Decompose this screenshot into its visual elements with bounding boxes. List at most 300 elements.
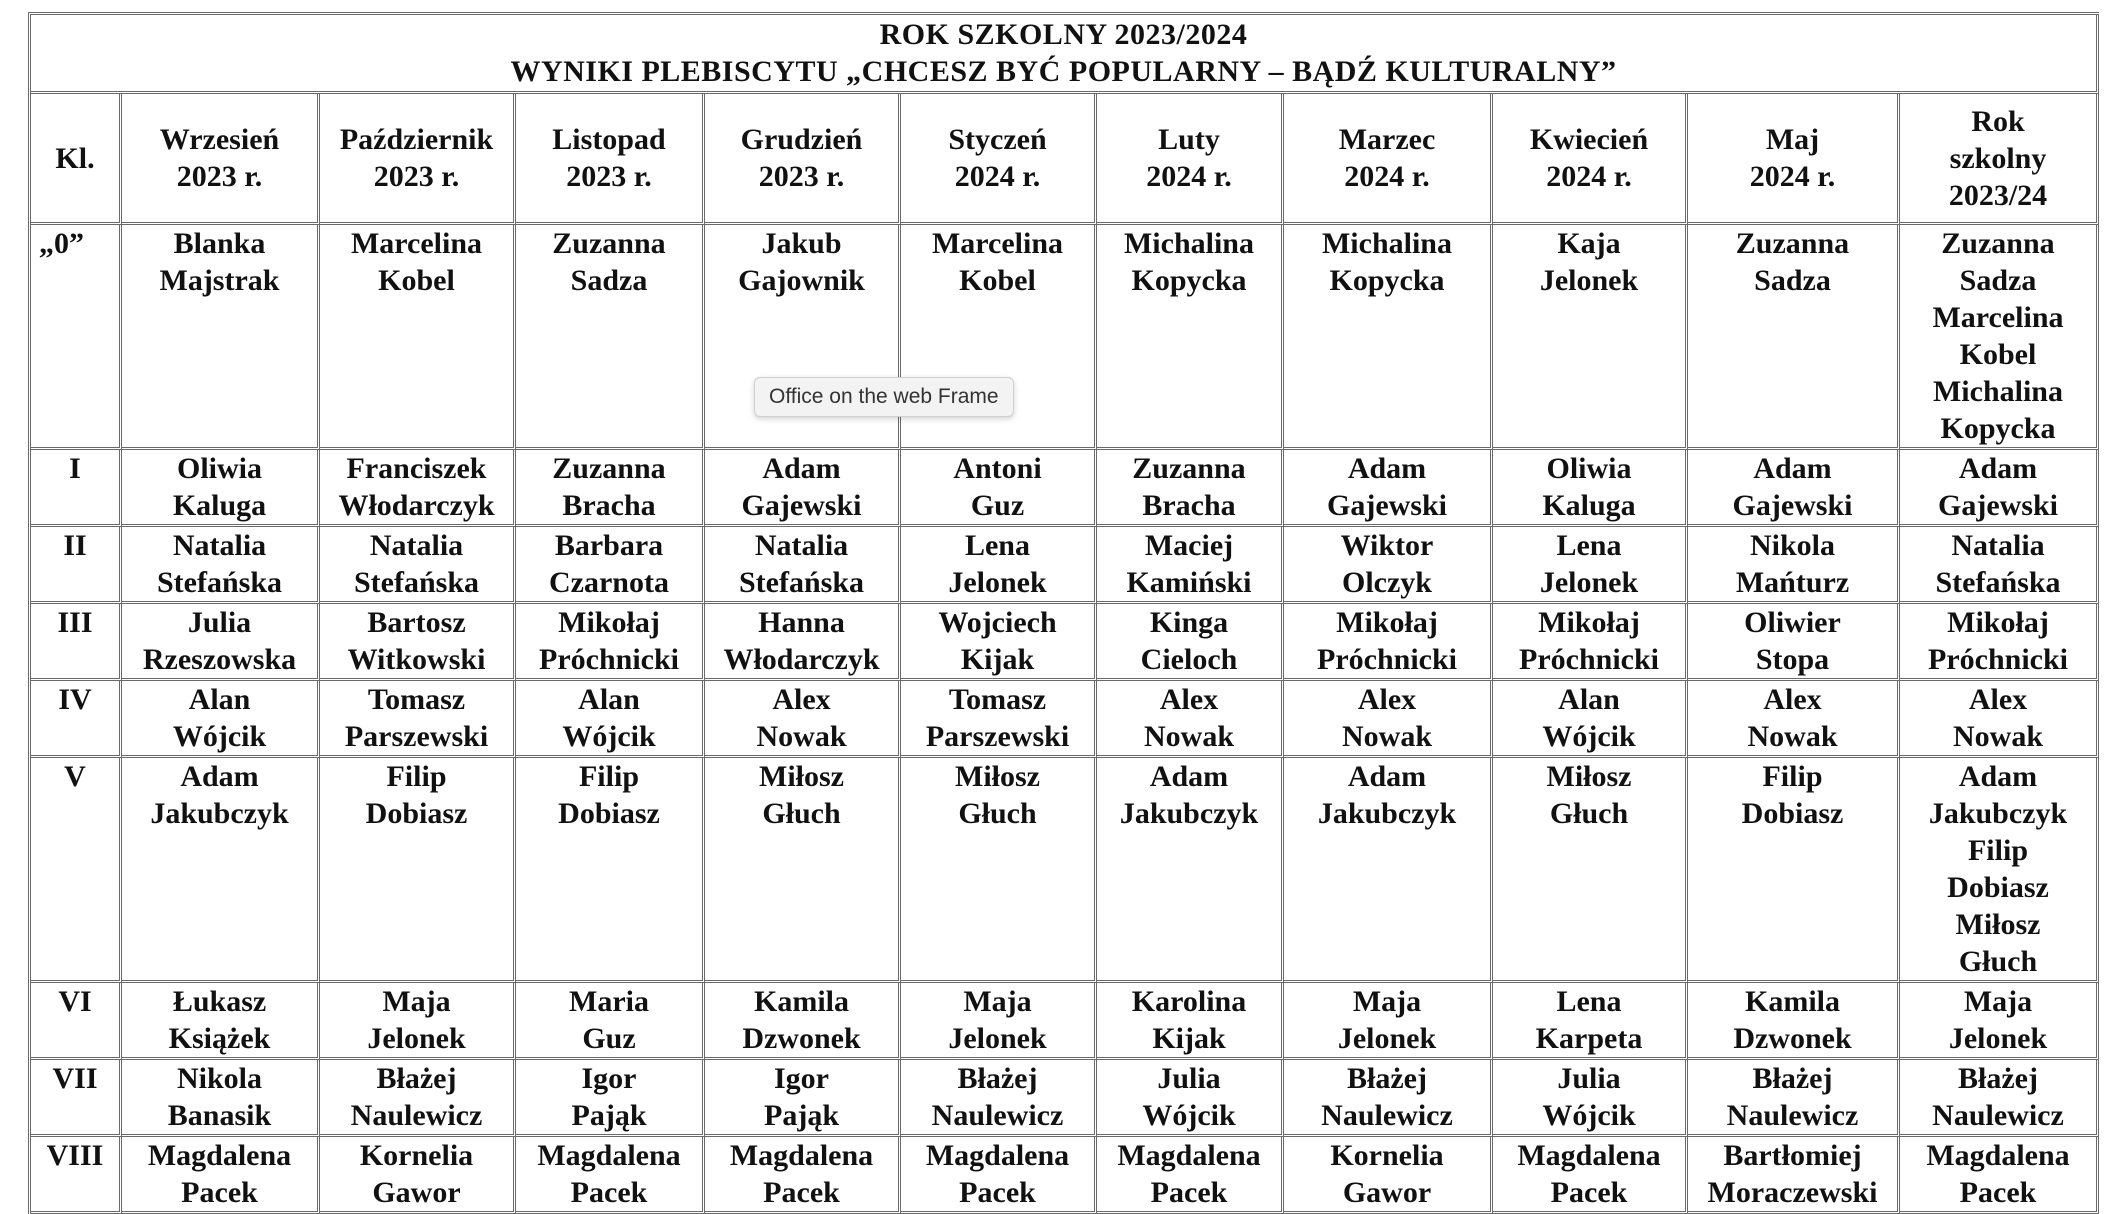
winner-name-part: Kobel	[378, 264, 455, 297]
winner-name-part: Filip	[578, 760, 639, 793]
class-cell	[31, 527, 122, 604]
winner-name-part: Lena	[1556, 985, 1622, 1018]
winner-name-part: Zuzanna	[1735, 227, 1850, 260]
winner-cell	[901, 450, 1097, 527]
winner-cell	[122, 983, 320, 1060]
winner-name-part: Miłosz	[1955, 908, 2041, 941]
winner-name-part: Dobiasz	[558, 797, 660, 830]
winner-cell	[516, 527, 705, 604]
winner-name-part: Marcelina	[1932, 301, 2064, 334]
winner-cell	[516, 1137, 705, 1214]
winner-name-part: Alex	[772, 683, 831, 716]
class-label: VII	[52, 1062, 98, 1095]
winner-name-part: Karpeta	[1535, 1022, 1643, 1055]
winner-name-part: Maria	[569, 985, 649, 1018]
winner-cell	[705, 1137, 901, 1214]
table-row-class-iv	[31, 681, 2099, 758]
winner-name-part: Magdalena	[1517, 1139, 1661, 1172]
column-header-rok-szkolny-2023-24	[1900, 94, 2099, 225]
column-header-text: szkolny	[1949, 141, 2047, 175]
winner-name-part: Marcelina	[350, 227, 483, 260]
winner-cell	[1900, 450, 2099, 527]
column-header-text: Kwiecień	[1529, 123, 1649, 156]
winner-name-part: Barbara	[554, 529, 664, 562]
column-header-text: Październik	[339, 123, 494, 156]
winner-cell	[122, 1060, 320, 1137]
winner-cell	[1284, 604, 1493, 681]
winner-name-part: Pacek	[763, 1176, 840, 1209]
winner-name-part: Włodarczyk	[723, 643, 880, 676]
winner-name-part: Bracha	[1142, 489, 1236, 522]
winner-cell	[122, 450, 320, 527]
winner-cell	[1493, 527, 1688, 604]
winner-cell	[705, 604, 901, 681]
winner-name-part: Pacek	[959, 1176, 1036, 1209]
winner-name-part: Wójcik	[562, 720, 656, 753]
winner-cell	[516, 758, 705, 983]
winner-cell	[1097, 758, 1284, 983]
column-header-kwiecien-2024-r	[1493, 94, 1688, 225]
winner-name-part: Bartosz	[367, 606, 466, 639]
winner-cell	[901, 983, 1097, 1060]
winner-name-part: Miłosz	[759, 760, 844, 793]
table-body	[31, 225, 2099, 1214]
winner-cell	[320, 1060, 516, 1137]
winner-name-part: Tomasz	[948, 683, 1047, 716]
winner-cell	[1900, 604, 2099, 681]
winner-cell	[1097, 604, 1284, 681]
winner-name-part: Antoni	[953, 452, 1042, 485]
winner-name-part: Natalia	[172, 529, 267, 562]
winner-cell	[320, 1137, 516, 1214]
winner-name-part: Zuzanna	[1132, 452, 1246, 485]
winner-name-part: Karolina	[1131, 985, 1247, 1018]
winner-cell	[1688, 1060, 1900, 1137]
winner-name-part: Dzwonek	[742, 1022, 861, 1055]
winner-name-part: Jelonek	[1539, 264, 1639, 297]
winner-name-part: Kijak	[1152, 1022, 1226, 1055]
winner-name-part: Julia	[187, 606, 252, 639]
winner-cell	[1493, 450, 1688, 527]
winner-cell	[122, 604, 320, 681]
winner-name-part: Kamiński	[1126, 566, 1252, 599]
class-cell	[31, 1060, 122, 1137]
winner-name-part: Pająk	[764, 1099, 839, 1132]
winner-name-part: Filip	[1967, 834, 2028, 867]
winner-name-part: Jelonek	[1948, 1022, 2048, 1055]
winner-name-part: Stopa	[1755, 643, 1830, 676]
winner-name-part: Próchnicki	[1519, 643, 1659, 676]
winner-name-part: Zuzanna	[552, 452, 666, 485]
winner-cell	[705, 1060, 901, 1137]
winner-cell	[1900, 1137, 2099, 1214]
title-line-2: WYNIKI PLEBISCYTU „CHCESZ BYĆ POPULARNY – BĄDŹ KULTURALNY”	[510, 55, 1617, 88]
class-label: VIII	[46, 1139, 104, 1172]
winner-name-part: Parszewski	[925, 720, 1070, 753]
winner-name-part: Julia	[1157, 1062, 1221, 1095]
winner-cell	[1493, 681, 1688, 758]
winner-cell	[320, 604, 516, 681]
column-header-text: 2023 r.	[176, 160, 263, 193]
class-label: I	[69, 452, 81, 485]
winner-name-part: Głuch	[1958, 945, 2038, 978]
winner-cell	[901, 604, 1097, 681]
column-header-text: 2024 r.	[1344, 160, 1430, 193]
winner-name-part: Nikola	[1749, 529, 1836, 562]
column-header-maj-2024-r	[1688, 94, 1900, 225]
winner-name-part: Wójcik	[1542, 720, 1636, 753]
winner-name-part: Kopycka	[1329, 264, 1445, 297]
winner-name-part: Gajownik	[738, 264, 865, 297]
winner-name-part: Hanna	[758, 606, 845, 639]
winner-name-part: Natalia	[369, 529, 464, 562]
winner-name-part: Stefańska	[353, 566, 480, 599]
winner-cell	[1900, 527, 2099, 604]
winner-name-part: Pacek	[1550, 1176, 1628, 1209]
winner-name-part: Moraczewski	[1707, 1176, 1878, 1209]
winner-cell	[1284, 1060, 1493, 1137]
column-header-text: 2023 r.	[758, 160, 845, 193]
winner-cell	[1097, 681, 1284, 758]
winner-name-part: Jakubczyk	[1317, 797, 1457, 830]
winner-name-part: Gajewski	[741, 489, 862, 522]
winner-name-part: Franciszek	[346, 452, 487, 485]
winner-name-part: Próchnicki	[1928, 643, 2068, 676]
winner-name-part: Majstrak	[159, 264, 280, 297]
winner-name-part: Zuzanna	[552, 227, 666, 260]
winner-cell	[1688, 1137, 1900, 1214]
column-header-text: 2023/24	[1948, 178, 2048, 212]
column-header-text: 2024 r.	[1146, 160, 1232, 193]
column-header-kl	[31, 94, 122, 225]
winner-name-part: Lena	[964, 529, 1030, 562]
column-header-listopad-2023-r	[516, 94, 705, 225]
winner-cell	[1900, 983, 2099, 1060]
winner-name-part: Jakubczyk	[1928, 797, 2068, 830]
winner-cell	[1688, 604, 1900, 681]
winner-name-part: Pacek	[1150, 1176, 1228, 1209]
table-row-class-i	[31, 450, 2099, 527]
winner-name-part: Włodarczyk	[338, 489, 495, 522]
winner-name-part: Naulewicz	[1932, 1099, 2064, 1132]
winner-name-part: Guz	[970, 489, 1025, 522]
column-header-row	[31, 94, 2099, 225]
winner-cell	[1284, 1137, 1493, 1214]
winner-name-part: Pacek	[181, 1176, 258, 1209]
winner-name-part: Kamila	[1745, 985, 1840, 1018]
winner-cell	[1493, 983, 1688, 1060]
winner-cell	[516, 604, 705, 681]
winner-name-part: Nowak	[1952, 720, 2043, 753]
winner-name-part: Książek	[168, 1022, 271, 1055]
column-header-text: 2023 r.	[373, 160, 460, 193]
winner-name-part: Gawor	[1342, 1176, 1432, 1209]
winner-name-part: Czarnota	[549, 566, 669, 599]
table-row-class-ii	[31, 527, 2099, 604]
winner-name-part: Wójcik	[1142, 1099, 1236, 1132]
column-header-grudzien-2023-r	[705, 94, 901, 225]
winner-name-part: Jakubczyk	[150, 797, 289, 830]
winner-cell	[705, 527, 901, 604]
winner-cell	[1493, 1137, 1688, 1214]
winner-name-part: Michalina	[1321, 227, 1452, 260]
winner-name-part: Naulewicz	[350, 1099, 483, 1132]
winner-cell	[1900, 225, 2099, 450]
winner-name-part: Alan	[1558, 683, 1620, 716]
winner-cell	[1284, 450, 1493, 527]
class-label: IV	[58, 683, 92, 716]
winner-name-part: Magdalena	[1117, 1139, 1261, 1172]
column-header-text: Kl.	[55, 141, 95, 175]
winner-name-part: Mańturz	[1735, 566, 1850, 599]
table-row-class-viii	[31, 1137, 2099, 1214]
winner-name-part: Adam	[1958, 452, 2038, 485]
winner-cell	[1284, 225, 1493, 450]
column-header-text: 2024 r.	[1749, 160, 1836, 193]
column-header-text: Marzec	[1338, 123, 1436, 156]
winner-cell	[122, 527, 320, 604]
plebiscite-results-table	[28, 12, 2099, 1214]
winner-name-part: Adam	[180, 760, 259, 793]
winner-name-part: Pająk	[571, 1099, 647, 1132]
class-cell	[31, 681, 122, 758]
winner-name-part: Marcelina	[931, 227, 1064, 260]
winner-name-part: Naulewicz	[1321, 1099, 1453, 1132]
winner-name-part: Julia	[1557, 1062, 1621, 1095]
winner-cell	[320, 983, 516, 1060]
winner-name-part: Kinga	[1149, 606, 1229, 639]
winner-name-part: Magdalena	[1926, 1139, 2070, 1172]
winner-name-part: Dobiasz	[1741, 797, 1844, 830]
winner-name-part: Lena	[1556, 529, 1622, 562]
winner-name-part: Alex	[1763, 683, 1822, 716]
winner-name-part: Łukasz	[172, 985, 267, 1018]
winner-name-part: Wójcik	[172, 720, 267, 753]
column-header-text: 2023 r.	[566, 160, 652, 193]
winner-name-part: Olczyk	[1342, 566, 1432, 599]
winner-cell	[1900, 681, 2099, 758]
winner-name-part: Parszewski	[344, 720, 489, 753]
column-header-text: Rok	[1971, 104, 2025, 138]
class-cell	[31, 758, 122, 983]
winner-name-part: Alex	[1159, 683, 1219, 716]
class-label: „0”	[39, 227, 84, 260]
winner-name-part: Michalina	[1932, 375, 2063, 408]
winner-cell	[1688, 983, 1900, 1060]
table-row-class-vi	[31, 983, 2099, 1060]
title-line-1: ROK SZKOLNY 2023/2024	[879, 18, 1248, 51]
winner-name-part: Magdalena	[147, 1139, 292, 1172]
winner-name-part: Gawor	[372, 1176, 461, 1209]
winner-cell	[1900, 758, 2099, 983]
winner-cell	[122, 681, 320, 758]
winner-name-part: Kobel	[959, 264, 1036, 297]
column-header-text: Styczeń	[948, 123, 1047, 156]
winner-name-part: Kaja	[1557, 227, 1621, 260]
winner-cell	[705, 983, 901, 1060]
winner-name-part: Dobiasz	[1947, 871, 2049, 904]
column-header-text: Grudzień	[740, 123, 863, 156]
winner-name-part: Jelonek	[948, 1022, 1047, 1055]
winner-name-part: Jelonek	[948, 566, 1047, 599]
winner-name-part: Głuch	[958, 797, 1037, 830]
winner-cell	[1493, 225, 1688, 450]
winner-cell	[1284, 983, 1493, 1060]
winner-name-part: Jelonek	[367, 1022, 466, 1055]
winner-name-part: Adam	[1347, 452, 1427, 485]
office-frame-tooltip: Office on the web Frame	[754, 377, 1014, 417]
winner-name-part: Gajewski	[1732, 489, 1853, 522]
winner-name-part: Jelonek	[1337, 1022, 1437, 1055]
winner-name-part: Adam	[1958, 760, 2038, 793]
winner-name-part: Dobiasz	[365, 797, 468, 830]
winner-name-part: Maja	[1352, 985, 1422, 1018]
winner-name-part: Wojciech	[938, 606, 1057, 639]
winner-name-part: Adam	[1149, 760, 1229, 793]
winner-name-part: Nowak	[1747, 720, 1838, 753]
winner-name-part: Mikołaj	[558, 606, 660, 639]
winner-name-part: Nowak	[1341, 720, 1432, 753]
winner-cell	[901, 681, 1097, 758]
winner-name-part: Stefańska	[1935, 566, 2061, 599]
winner-cell	[1284, 681, 1493, 758]
winner-name-part: Alan	[578, 683, 640, 716]
winner-cell	[705, 758, 901, 983]
winner-name-part: Kornelia	[1330, 1139, 1444, 1172]
class-label: II	[63, 529, 87, 562]
winner-cell	[1688, 527, 1900, 604]
winner-cell	[1097, 1137, 1284, 1214]
winner-name-part: Kijak	[960, 643, 1035, 676]
winner-name-part: Mikołaj	[1538, 606, 1640, 639]
class-cell	[31, 983, 122, 1060]
winner-name-part: Kopycka	[1940, 412, 2056, 445]
winner-name-part: Stefańska	[156, 566, 283, 599]
winner-name-part: Maciej	[1144, 529, 1234, 562]
winner-name-part: Pacek	[1959, 1176, 2037, 1209]
winner-cell	[1097, 983, 1284, 1060]
winner-cell	[320, 450, 516, 527]
class-cell	[31, 450, 122, 527]
column-header-text: 2024 r.	[1546, 160, 1632, 193]
winner-name-part: Błażej	[957, 1062, 1038, 1095]
winner-name-part: Naulewicz	[1726, 1099, 1859, 1132]
winner-cell	[516, 225, 705, 450]
table-row-class-iii	[31, 604, 2099, 681]
winner-name-part: Tomasz	[367, 683, 466, 716]
winner-name-part: Magdalena	[729, 1139, 874, 1172]
column-header-styczen-2024-r	[901, 94, 1097, 225]
winner-cell	[705, 450, 901, 527]
winner-name-part: Magdalena	[537, 1139, 681, 1172]
table-row-class-0	[31, 225, 2099, 450]
winner-name-part: Kaluga	[172, 489, 267, 522]
column-header-text: 2024 r.	[954, 160, 1041, 193]
winner-name-part: Alex	[1357, 683, 1417, 716]
winner-name-part: Gajewski	[1327, 489, 1447, 522]
column-header-text: Listopad	[552, 123, 666, 156]
winner-name-part: Maja	[382, 985, 451, 1018]
winner-name-part: Michalina	[1123, 227, 1254, 260]
winner-name-part: Sadza	[570, 264, 648, 297]
winner-name-part: Mikołaj	[1336, 606, 1438, 639]
winner-name-part: Naulewicz	[931, 1099, 1064, 1132]
winner-name-part: Wójcik	[1542, 1099, 1636, 1132]
winner-name-part: Jakubczyk	[1119, 797, 1259, 830]
winner-name-part: Głuch	[762, 797, 841, 830]
column-header-text: Wrzesień	[159, 123, 280, 156]
winner-name-part: Stefańska	[738, 566, 865, 599]
winner-cell	[1688, 225, 1900, 450]
winner-cell	[1688, 758, 1900, 983]
winner-cell	[516, 681, 705, 758]
winner-name-part: Oliwia	[176, 452, 262, 485]
class-label: V	[64, 760, 86, 793]
table-row-class-vii	[31, 1060, 2099, 1137]
winner-name-part: Kopycka	[1131, 264, 1247, 297]
winner-name-part: Maja	[1963, 985, 2033, 1018]
winner-cell	[320, 681, 516, 758]
winner-name-part: Magdalena	[925, 1139, 1070, 1172]
winner-name-part: Igor	[774, 1062, 829, 1095]
winner-name-part: Oliwia	[1546, 452, 1632, 485]
winner-name-part: Głuch	[1549, 797, 1629, 830]
winner-name-part: Filip	[1762, 760, 1823, 793]
winner-cell	[1900, 1060, 2099, 1137]
class-cell	[31, 604, 122, 681]
winner-name-part: Oliwier	[1744, 606, 1841, 639]
winner-name-part: Nikola	[176, 1062, 263, 1095]
winner-cell	[901, 758, 1097, 983]
winner-cell	[705, 681, 901, 758]
winner-cell	[320, 225, 516, 450]
winner-name-part: Alex	[1968, 683, 2028, 716]
winner-name-part: Adam	[1347, 760, 1427, 793]
winner-cell	[1284, 527, 1493, 604]
winner-name-part: Miłosz	[1546, 760, 1632, 793]
winner-name-part: Bartłomiej	[1723, 1139, 1862, 1172]
winner-name-part: Próchnicki	[1317, 643, 1457, 676]
column-header-marzec-2024-r	[1284, 94, 1493, 225]
winner-name-part: Filip	[386, 760, 447, 793]
winner-cell	[1493, 758, 1688, 983]
winner-cell	[1097, 450, 1284, 527]
winner-cell	[1688, 450, 1900, 527]
winner-cell	[122, 1137, 320, 1214]
winner-cell	[1493, 604, 1688, 681]
winner-name-part: Błażej	[1752, 1062, 1833, 1095]
winner-name-part: Miłosz	[955, 760, 1040, 793]
winner-name-part: Igor	[581, 1062, 637, 1095]
winner-name-part: Pacek	[570, 1176, 648, 1209]
winner-name-part: Sadza	[1959, 264, 2037, 297]
winner-name-part: Sadza	[1754, 264, 1831, 297]
winner-name-part: Cieloch	[1140, 643, 1238, 676]
winner-cell	[1284, 758, 1493, 983]
winner-name-part: Adam	[762, 452, 841, 485]
winner-name-part: Natalia	[754, 529, 849, 562]
winner-cell	[901, 1137, 1097, 1214]
winner-cell	[122, 758, 320, 983]
winner-name-part: Błażej	[1958, 1062, 2038, 1095]
winner-name-part: Banasik	[167, 1099, 272, 1132]
class-label: III	[57, 606, 93, 639]
winner-name-part: Guz	[582, 1022, 636, 1055]
document-title	[31, 15, 2099, 94]
winner-cell	[1688, 681, 1900, 758]
winner-cell	[320, 758, 516, 983]
winner-cell	[122, 225, 320, 450]
